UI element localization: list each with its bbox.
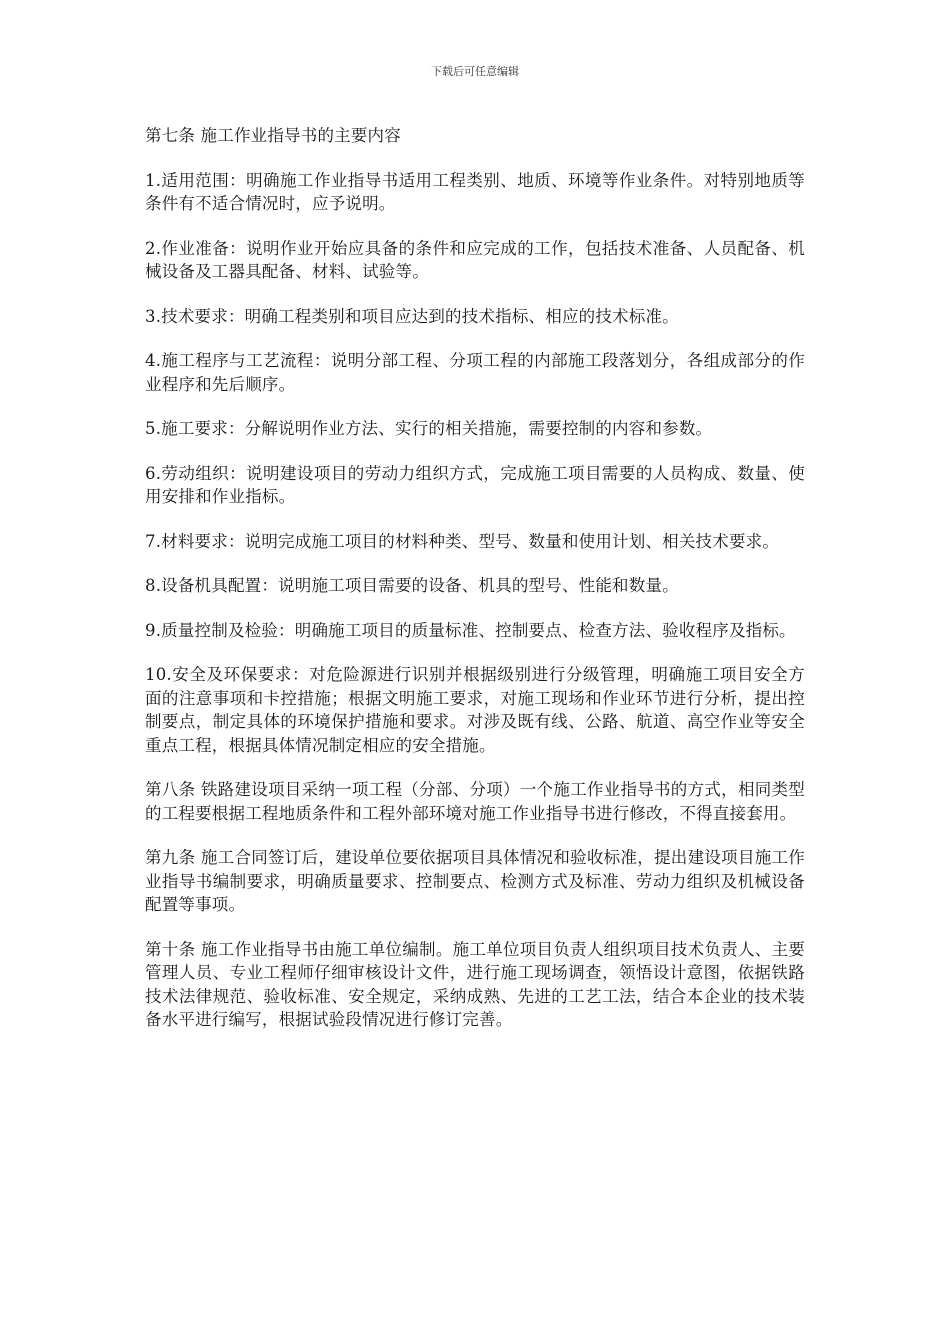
- article-8: 第八条 铁路建设项目采纳一项工程（分部、分项）一个施工作业指导书的方式，相同类型的工程要根据工程地质条件和工程外部环境对施工作业指导书进行修改，不得直接套用。: [145, 780, 805, 823]
- document-body: [145, 124, 805, 1053]
- article-10: 第十条 施工作业指导书由施工单位编制。施工单位项目负责人组织项目技术负责人、主要管理人员、专业工程师仔细审核设计文件，进行施工现场调查，领悟设计意图，依据铁路技术法律规范、验收标准、安全规定，采纳成熟、先进的工艺工法，结合本企业的技术装备水平进行编写，根据试验段情况进行修订完善。: [145, 939, 805, 1029]
- item-5-construction-requirements: 5.施工要求：分解说明作业方法、实行的相关措施，需要控制的内容和参数。: [145, 419, 713, 438]
- article-7-heading: 第七条 施工作业指导书的主要内容: [145, 126, 401, 145]
- item-7-material-requirements: 7.材料要求：说明完成施工项目的材料种类、型号、数量和使用计划、相关技术要求。: [145, 531, 780, 551]
- item-8-equipment: 8.设备机具配置：说明施工项目需要的设备、机具的型号、性能和数量。: [145, 576, 679, 595]
- article-9: 第九条 施工合同签订后，建设单位要依据项目具体情况和验收标准，提出建设项目施工作业指导书编制要求，明确质量要求、控制要点、检测方式及标准、劳动力组织及机械设备配置等事项。: [145, 848, 805, 914]
- page-header-note: 下载后可任意编辑: [431, 65, 519, 78]
- item-4-procedure: 4.施工程序与工艺流程：说明分部工程、分项工程的内部施工段落划分，各组成部分的作业程序和先后顺序。: [145, 351, 805, 394]
- item-3-technical-requirements: 3.技术要求：明确工程类别和项目应达到的技术指标、相应的技术标准。: [145, 306, 679, 326]
- item-6-labor-organization: 6.劳动组织：说明建设项目的劳动力组织方式，完成施工项目需要的人员构成、数量、使用安排和作业指标。: [145, 463, 805, 506]
- item-10-safety-environment: 10.安全及环保要求：对危险源进行识别并根据级别进行分级管理，明确施工项目安全方面的注意事项和卡控措施；根据文明施工要求，对施工现场和作业环节进行分析，提出控制要点，制定具体的环境保护措施和要求。对涉及既有线、公路、航道、高空作业等安全重点工程，根据具体情况制定相应的安全措施。: [145, 665, 805, 755]
- item-1-scope: 1.适用范围：明确施工作业指导书适用工程类别、地质、环境等作业条件。对特别地质等条件有不适合情况时，应予说明。: [145, 170, 805, 213]
- item-2-preparation: 2.作业准备：说明作业开始应具备的条件和应完成的工作，包括技术准备、人员配备、机械设备及工器具配备、材料、试验等。: [145, 238, 805, 281]
- item-9-quality-control: 9.质量控制及检验：明确施工项目的质量标准、控制要点、检查方法、验收程序及指标。: [145, 620, 796, 640]
